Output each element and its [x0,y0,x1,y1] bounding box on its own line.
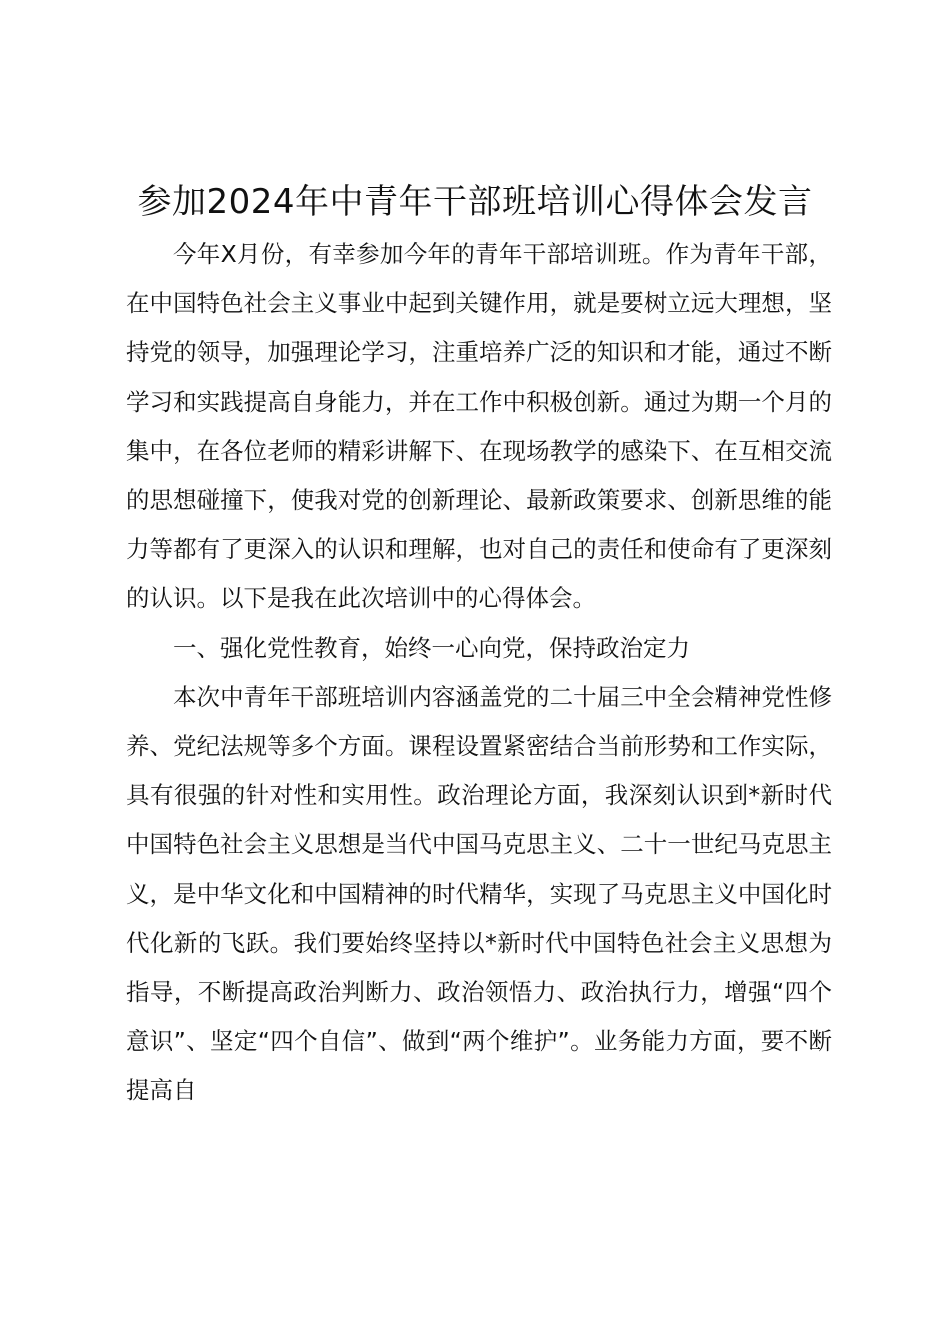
section-heading: 一、强化党性教育，始终一心向党，保持政治定力 [173,633,690,662]
document-body [126,230,832,1116]
intro-paragraph: 今年X月份，有幸参加今年的青年干部培训班。作为青年干部，在中国特色社会主义事业中起到关键作用，就是要树立远大理想，坚持党的领导，加强理论学习，注重培养广泛的知识和才能，通过不断学习和实践提高自身能力，并在工作中积极创新。通过为期一个月的集中，在各位老师的精彩讲解下、在现场教学的感染下、在互相交流的思想碰撞下，使我对党的创新理论、最新政策要求、创新思维的能力等都有了更深入的认识和理解，也对自己的责任和使命有了更深刻的认识。以下是我在此次培训中的心得体会。 [126,240,832,613]
document-title: 参加2024年中青年干部班培训心得体会发言 [137,182,813,222]
section-paragraph: 本次中青年干部班培训内容涵盖党的二十届三中全会精神党性修养、党纪法规等多个方面。课程设置紧密结合当前形势和工作实际，具有很强的针对性和实用性。政治理论方面，我深刻认识到*新时代中国特色社会主义思想是当代中国马克思主义、二十一世纪马克思主义，是中华文化和中国精神的时代精华，实现了马克思主义中国化时代化新的飞跃。我们要始终坚持以*新时代中国特色社会主义思想为指导，不断提高政治判断力、政治领悟力、政治执行力，增强“四个意识”、坚定“四个自信”、做到“两个维护”。业务能力方面，要不断提高自 [126,682,832,1105]
